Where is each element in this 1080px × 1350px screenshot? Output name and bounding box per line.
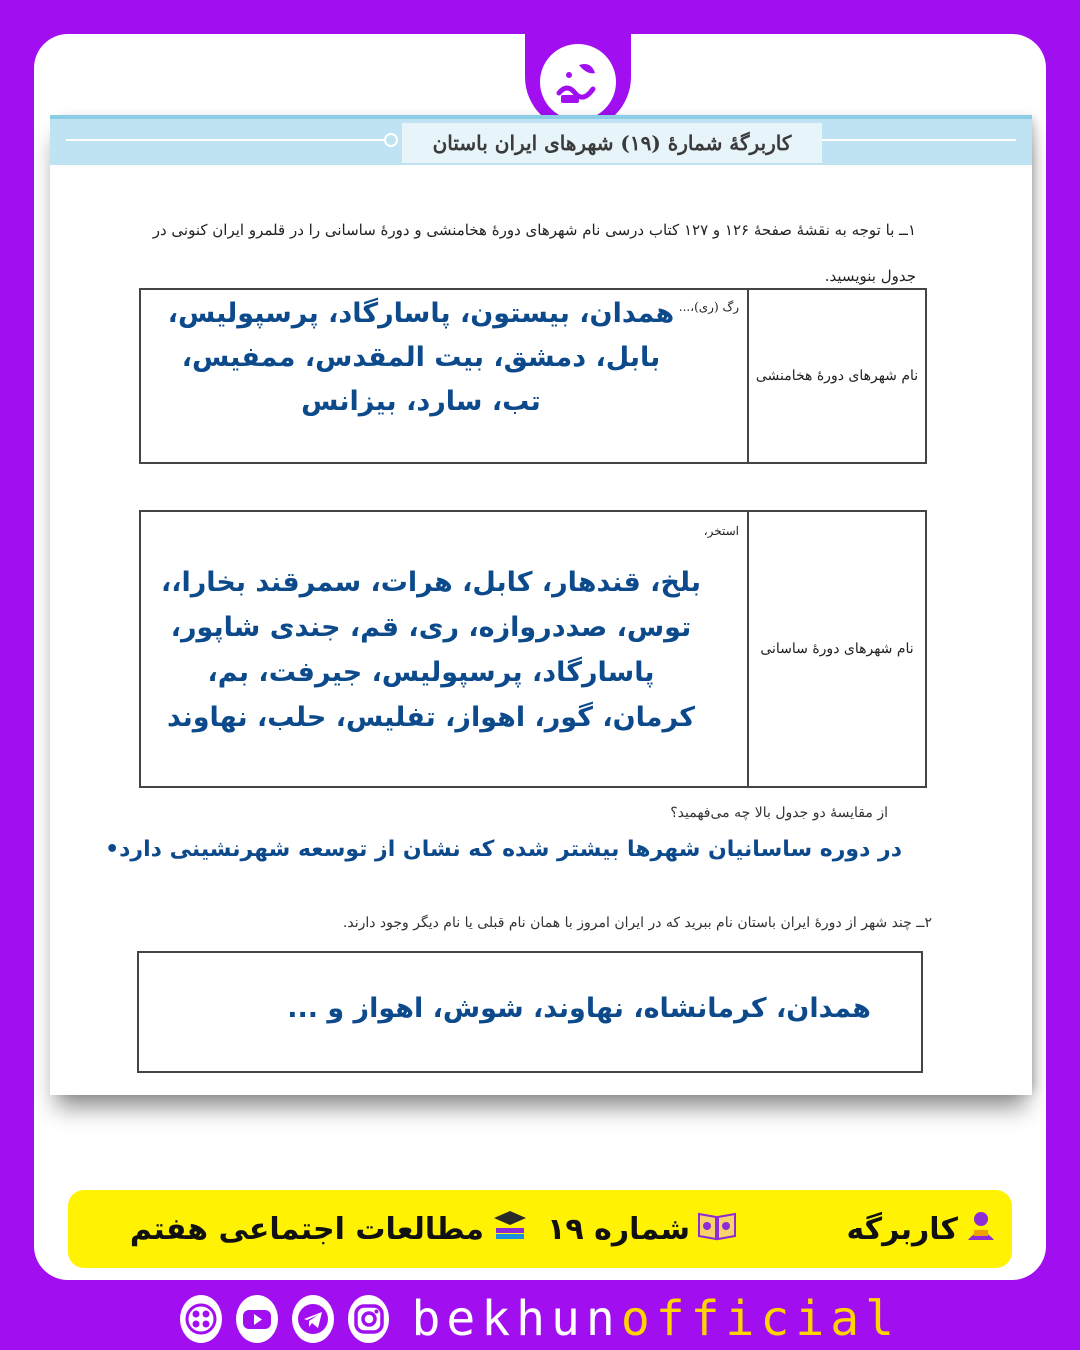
answer-line: بلخ، قندهار، کابل، هرات، سمرقند بخارا،، — [160, 567, 702, 598]
graduation-icon — [490, 1208, 530, 1250]
bekhun-logo-icon — [540, 44, 616, 120]
answer-line: کرمان، گور، اهواز، تفلیس، حلب، نهاوند — [166, 702, 696, 733]
answer-2: همدان، کرمانشاه، نهاوند، شوش، اهواز و ... — [287, 993, 871, 1024]
header-dot-icon — [384, 133, 398, 147]
answer-line: تب، سارد، بیزانس — [301, 386, 541, 417]
achaemenid-answer — [151, 292, 691, 424]
brand-handle[interactable] — [411, 1291, 900, 1347]
footer-number — [547, 1190, 738, 1268]
youtube-icon[interactable] — [236, 1295, 278, 1343]
brand-part-2: official — [620, 1291, 901, 1347]
question-1-line-2: جدول بنویسید. — [824, 267, 916, 285]
footer-bar — [68, 1190, 1012, 1268]
sasanian-printed-hint: استخر، — [703, 524, 739, 538]
answer-line: پاسارگاد، پرسپولیس، جیرفت، بم، — [207, 657, 655, 688]
answer-line: همدان، بیستون، پاسارگاد، پرسپولیس، — [167, 298, 675, 329]
answer-2-box — [137, 951, 923, 1073]
social-row — [180, 1290, 900, 1348]
question-1 — [96, 207, 916, 299]
instagram-icon[interactable] — [348, 1295, 390, 1343]
worksheet-header — [50, 115, 1032, 165]
footer-subject — [130, 1190, 530, 1268]
worksheet-page — [50, 115, 1032, 1095]
aparat-icon[interactable] — [180, 1295, 222, 1343]
sasanian-answer — [151, 560, 711, 740]
footer-subject-label: مطالعات اجتماعی هفتم — [129, 1211, 484, 1247]
header-divider — [66, 139, 384, 141]
footer-worksheet-label: کاربرگه — [846, 1211, 958, 1247]
question-2: ۲ــ چند شهر از دورهٔ ایران باستان نام ببرید که در ایران امروز با همان نام قبلی یا نام دیگر وجود دارند. — [342, 915, 932, 931]
compare-answer: در دوره ساسانیان شهرها بیشتر شده که نشان از توسعه شهرنشینی دارد• — [105, 837, 902, 862]
answer-line: توس، صددروازه، ری، قم، جندی شاپور، — [170, 612, 692, 643]
worksheet-title: کاربرگهٔ شمارهٔ (۱۹) شهرهای ایران باستان — [402, 123, 822, 163]
teacher-icon — [964, 1208, 998, 1250]
footer-worksheet — [846, 1190, 998, 1268]
answer-line: بابل، دمشق، بیت المقدس، ممفیس، — [181, 342, 661, 373]
brand-part-1: bekhun — [411, 1291, 621, 1347]
sasanian-label: نام شهرهای دورهٔ ساسانی — [747, 512, 925, 786]
achaemenid-label: نام شهرهای دورهٔ هخامنشی — [747, 290, 925, 462]
footer-number-label: شماره ۱۹ — [547, 1211, 690, 1247]
book-icon — [696, 1208, 738, 1250]
achaemenid-table — [139, 288, 927, 464]
sasanian-table — [139, 510, 927, 788]
telegram-icon[interactable] — [292, 1295, 334, 1343]
header-divider — [814, 139, 1016, 141]
achaemenid-printed-hint: رگ (ری)،... — [678, 300, 739, 314]
question-1-line-1: ۱ــ با توجه به نقشهٔ صفحهٔ ۱۲۶ و ۱۲۷ کتاب درسی نام شهرهای دورهٔ هخامنشی و دورهٔ ساسانی را در قلمرو ایران کنونی در — [152, 221, 916, 239]
compare-question: از مقایسهٔ دو جدول بالا چه می‌فهمید؟ — [670, 805, 888, 821]
